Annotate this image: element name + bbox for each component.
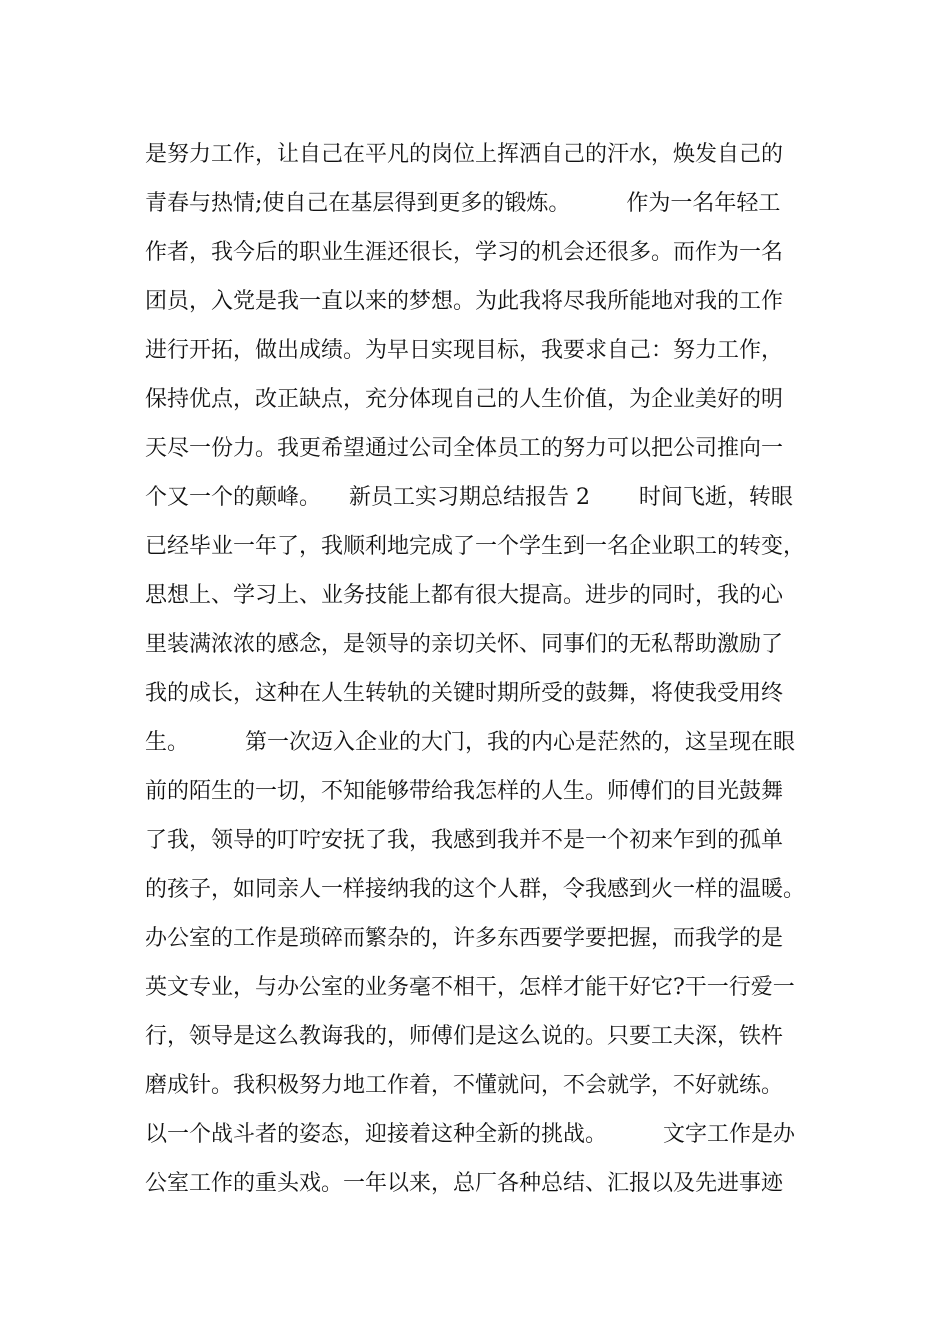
text-line: 前的陌生的一切，不知能够带给我怎样的人生。师傅们的目光鼓舞 [145, 779, 784, 804]
text-line: 已经毕业一年了，我顺利地完成了一个学生到一名企业职工的转变， [145, 534, 806, 559]
text-line: 的孩子，如同亲人一样接纳我的这个人群，令我感到火一样的温暖。 [145, 877, 806, 902]
text-line: 行，领导是这么教诲我的，师傅们是这么说的。只要工夫深，铁杵 [145, 1024, 784, 1049]
text-line: 思想上、学习上、业务技能上都有很大提高。进步的同时，我的心 [145, 583, 784, 608]
text-line: 是努力工作，让自己在平凡的岗位上挥洒自己的汗水，焕发自己的 [145, 142, 784, 167]
text-line: 天尽一份力。我更希望通过公司全体员工的努力可以把公司推向一 [145, 436, 784, 461]
text-line: 生。 第一次迈入企业的大门，我的内心是茫然的，这呈现在眼 [145, 730, 795, 755]
text-line: 作者，我今后的职业生涯还很长，学习的机会还很多。而作为一名 [145, 240, 784, 265]
text-line: 办公室的工作是琐碎而繁杂的，许多东西要学要把握，而我学的是 [145, 926, 784, 951]
text-line: 保持优点，改正缺点，充分体现自己的人生价值，为企业美好的明 [145, 387, 784, 412]
document-body [145, 130, 835, 1208]
text-line: 我的成长，这种在人生转轨的关键时期所受的鼓舞，将使我受用终 [145, 681, 784, 706]
text-line: 青春与热情;使自己在基层得到更多的锻炼。 作为一名年轻工 [145, 191, 781, 216]
text-line: 以一个战斗者的姿态，迎接着这种全新的挑战。 文字工作是办 [145, 1122, 795, 1147]
text-line: 个又一个的颠峰。 新员工实习期总结报告 2 时间飞逝，转眼 [145, 485, 793, 510]
text-line: 英文专业，与办公室的业务毫不相干，怎样才能干好它?干一行爱一 [145, 975, 795, 1000]
text-line: 团员，入党是我一直以来的梦想。为此我将尽我所能地对我的工作 [145, 289, 784, 314]
text-line: 磨成针。我积极努力地工作着，不懂就问，不会就学，不好就练。 [145, 1073, 784, 1098]
text-line: 公室工作的重头戏。一年以来，总厂各种总结、汇报以及先进事迹 [145, 1171, 784, 1196]
text-line: 了我，领导的叮咛安抚了我，我感到我并不是一个初来乍到的孤单 [145, 828, 784, 853]
text-line: 进行开拓，做出成绩。为早日实现目标，我要求自己：努力工作， [145, 338, 784, 363]
text-line: 里装满浓浓的感念，是领导的亲切关怀、同事们的无私帮助激励了 [145, 632, 784, 657]
